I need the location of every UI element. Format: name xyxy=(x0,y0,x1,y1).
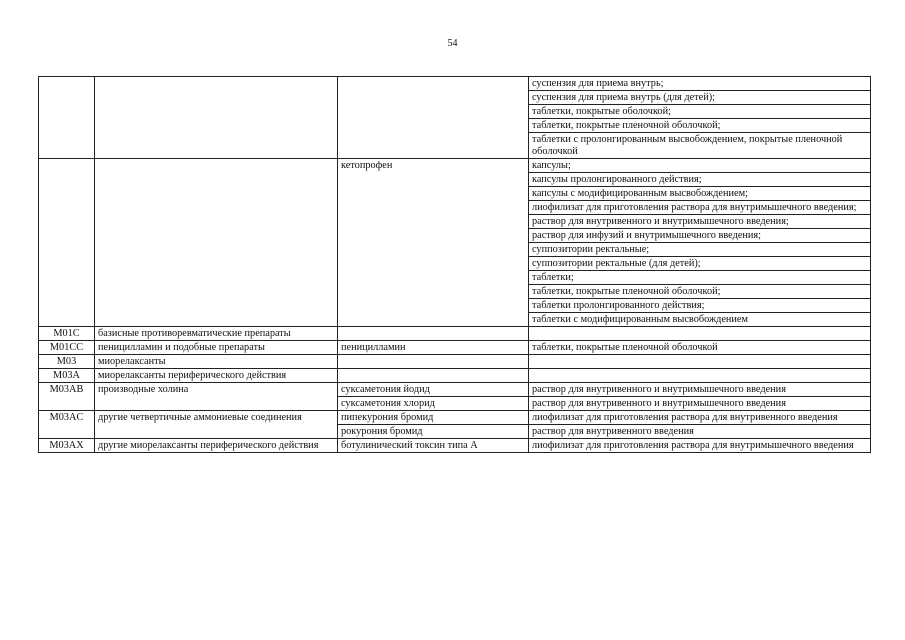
substance-cell: суксаметония йодид xyxy=(338,383,529,397)
substance-cell xyxy=(338,355,529,369)
group-cell: миорелаксанты периферического действия xyxy=(95,369,338,383)
group-cell: миорелаксанты xyxy=(95,355,338,369)
dosage-form-cell xyxy=(529,327,871,341)
dosage-form-cell: таблетки с пролонгированным высвобождением, покрытые пленочной оболочкой xyxy=(529,133,871,159)
atc-code-cell: M03AX xyxy=(39,439,95,453)
group-cell: базисные противоревматические препараты xyxy=(95,327,338,341)
substance-cell: ботулинический токсин типа А xyxy=(338,439,529,453)
dosage-form-cell: лиофилизат для приготовления раствора для внутримышечного введения; xyxy=(529,201,871,215)
dosage-form-cell: капсулы; xyxy=(529,159,871,173)
dosage-form-cell: лиофилизат для приготовления раствора для внутримышечного введения xyxy=(529,439,871,453)
atc-code-cell: M01CC xyxy=(39,341,95,355)
group-cell xyxy=(95,77,338,159)
atc-code-cell: M03A xyxy=(39,369,95,383)
dosage-form-cell: таблетки, покрытые пленочной оболочкой xyxy=(529,341,871,355)
substance-cell xyxy=(338,77,529,159)
table-row xyxy=(39,77,871,91)
atc-code-cell: M03AB xyxy=(39,383,95,411)
table-row xyxy=(39,159,871,173)
page-number: 54 xyxy=(447,38,458,49)
table-row xyxy=(39,411,871,425)
substance-cell: кетопрофен xyxy=(338,159,529,327)
group-cell xyxy=(95,159,338,327)
table-row xyxy=(39,327,871,341)
group-cell: другие четвертичные аммониевые соединения xyxy=(95,411,338,439)
substance-cell: суксаметония хлорид xyxy=(338,397,529,411)
dosage-form-cell: таблетки; xyxy=(529,271,871,285)
dosage-form-cell: лиофилизат для приготовления раствора для внутривенного введения xyxy=(529,411,871,425)
substance-cell: пеницилламин xyxy=(338,341,529,355)
dosage-form-cell: раствор для внутривенного введения xyxy=(529,425,871,439)
dosage-form-cell: таблетки, покрытые пленочной оболочкой; xyxy=(529,119,871,133)
atc-code-cell: M03AC xyxy=(39,411,95,439)
dosage-form-cell: суспензия для приема внутрь (для детей); xyxy=(529,91,871,105)
dosage-form-cell: суппозитории ректальные (для детей); xyxy=(529,257,871,271)
dosage-form-cell: капсулы пролонгированного действия; xyxy=(529,173,871,187)
dosage-form-cell: таблетки с модифицированным высвобождением xyxy=(529,313,871,327)
dosage-form-cell: раствор для инфузий и внутримышечного введения; xyxy=(529,229,871,243)
dosage-form-cell: капсулы с модифицированным высвобождением; xyxy=(529,187,871,201)
substance-cell xyxy=(338,327,529,341)
dosage-form-cell: таблетки, покрытые пленочной оболочкой; xyxy=(529,285,871,299)
atc-code-cell xyxy=(39,159,95,327)
dosage-form-cell: суппозитории ректальные; xyxy=(529,243,871,257)
dosage-form-cell xyxy=(529,369,871,383)
table-row xyxy=(39,355,871,369)
dosage-form-cell: таблетки пролонгированного действия; xyxy=(529,299,871,313)
group-cell: пеницилламин и подобные препараты xyxy=(95,341,338,355)
table-row xyxy=(39,439,871,453)
atc-code-cell xyxy=(39,77,95,159)
dosage-form-cell: таблетки, покрытые оболочкой; xyxy=(529,105,871,119)
table-row xyxy=(39,383,871,397)
atc-code-cell: M01C xyxy=(39,327,95,341)
group-cell: другие миорелаксанты периферического действия xyxy=(95,439,338,453)
table-row xyxy=(39,341,871,355)
substance-cell: пипекурония бромид xyxy=(338,411,529,425)
dosage-form-cell: раствор для внутривенного и внутримышечного введения; xyxy=(529,215,871,229)
dosage-form-cell: раствор для внутривенного и внутримышечного введения xyxy=(529,383,871,397)
substance-cell: рокурония бромид xyxy=(338,425,529,439)
drug-table xyxy=(38,76,871,453)
substance-cell xyxy=(338,369,529,383)
dosage-form-cell xyxy=(529,355,871,369)
dosage-form-cell: суспензия для приема внутрь; xyxy=(529,77,871,91)
atc-code-cell: M03 xyxy=(39,355,95,369)
group-cell: производные холина xyxy=(95,383,338,411)
dosage-form-cell: раствор для внутривенного и внутримышечного введения xyxy=(529,397,871,411)
table-row xyxy=(39,369,871,383)
